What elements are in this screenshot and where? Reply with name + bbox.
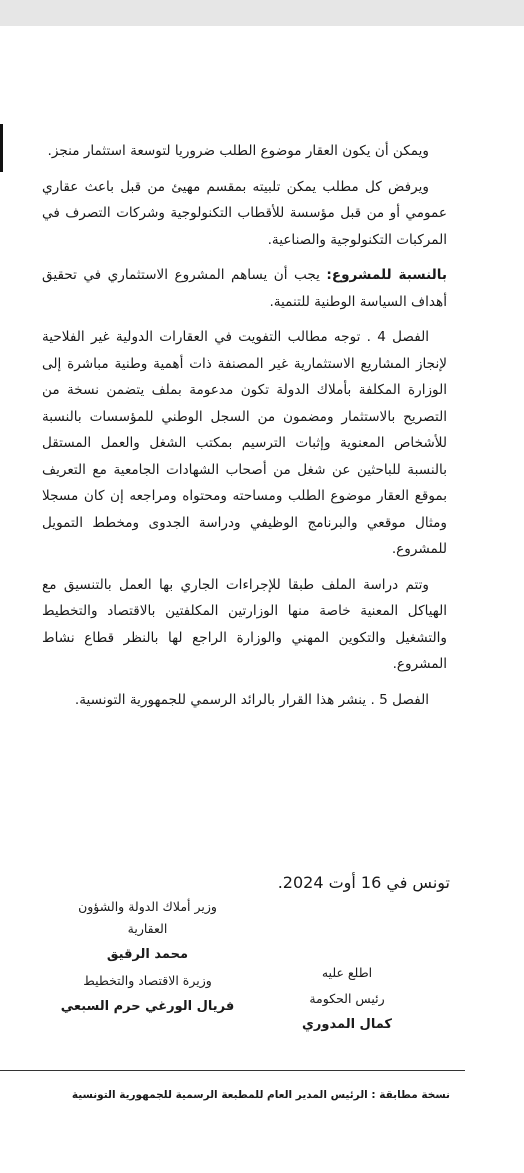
minister-1-name: محمد الرقيق [106,947,189,962]
certification-footer: نسخة مطابقة : الرئيس المدير العام للمطبعة الرسمية للجمهورية التونسية [71,1089,450,1101]
paragraph-3 [42,262,447,315]
ministers-signatures [60,896,235,1022]
minister-2-name: فريال الورغي حرم السبعي [60,999,235,1014]
minister-2-title: وزيرة الاقتصاد والتخطيط [83,973,212,988]
paragraph-2 [42,174,447,254]
paragraph-1 [42,138,447,165]
paragraph-5-text: وتتم دراسة الملف طبقا للإجراءات الجاري بها العمل بالتنسيق مع الهياكل المعنية خاصة منها الوزارتين المكلفتين بالاقتصاد والتخطيط والتشغيل والتكوين المهني والوزارة الراجع لها بالنظر قطاع نشاط المشروع. [42,576,447,672]
paragraph-6-text: الفصل 5 . ينشر هذا القرار بالرائد الرسمي للجمهورية التونسية. [74,691,429,708]
paragraph-1-text: ويمكن أن يكون العقار موضوع الطلب ضروريا لتوسعة استثمار منجز. [47,143,429,159]
minister-1-title: وزير أملاك الدولة والشؤون العقارية [78,899,217,936]
footer-divider [0,1070,465,1071]
date-line: تونس في 16 أوت 2024. [277,873,450,892]
paragraph-5 [42,572,447,678]
paragraph-2-text: ويرفض كل مطلب يمكن تلبيته بمقسم مهيئ من قبل باعث عقاري عمومي أو من قبل مؤسسة للأقطاب التكنولوجية وشركات التصرف في المركبات التكنولوجية والصناعية. [42,178,447,248]
head-of-government-name: كمال المدوري [301,1017,392,1032]
text-cursor [0,124,3,172]
paragraph-3-text: يجب أن يساهم المشروع الاستثماري في تحقيق أهداف السياسة الوطنية للتنمية. [42,267,447,310]
paragraph-3-lead: بالنسبة للمشروع: [326,267,447,283]
viewer-top-band [0,0,524,26]
paragraph-6 [42,687,447,714]
head-of-government-title: رئيس الحكومة [309,991,385,1006]
paragraph-4-text: الفصل 4 . توجه مطالب التفويت في العقارات الدولية غير الفلاحية لإنجاز المشاريع الاستثمارية غير المصنفة ذات أهمية وطنية مباشرة إلى الوزارة المكلفة بأملاك الدولة تكون مدعومة بملف يتضمن نسخة من التصريح بالاستثمار ومضمون من السجل الوطني للمؤسسات بالنسبة للأشخاص المعنوية وإثبات الترسيم بمكتب الشغل والعمل المستقل بالنسبة للباحثين عن شغل من أصحاب الشهادات الجامعية مع التعريف بموقع العقار موضوع الطلب ومساحته ومحتواه ومراجعه إن كان مسجلا ومثال موقعي والبرنامج الوظيفي ودراسة الجدوى ومخطط التمويل للمشروع. [42,329,447,557]
document-body [42,138,447,722]
paragraph-4 [42,324,447,563]
head-of-government-signature [292,962,402,1040]
seen-label: اطلع عليه [321,965,373,980]
